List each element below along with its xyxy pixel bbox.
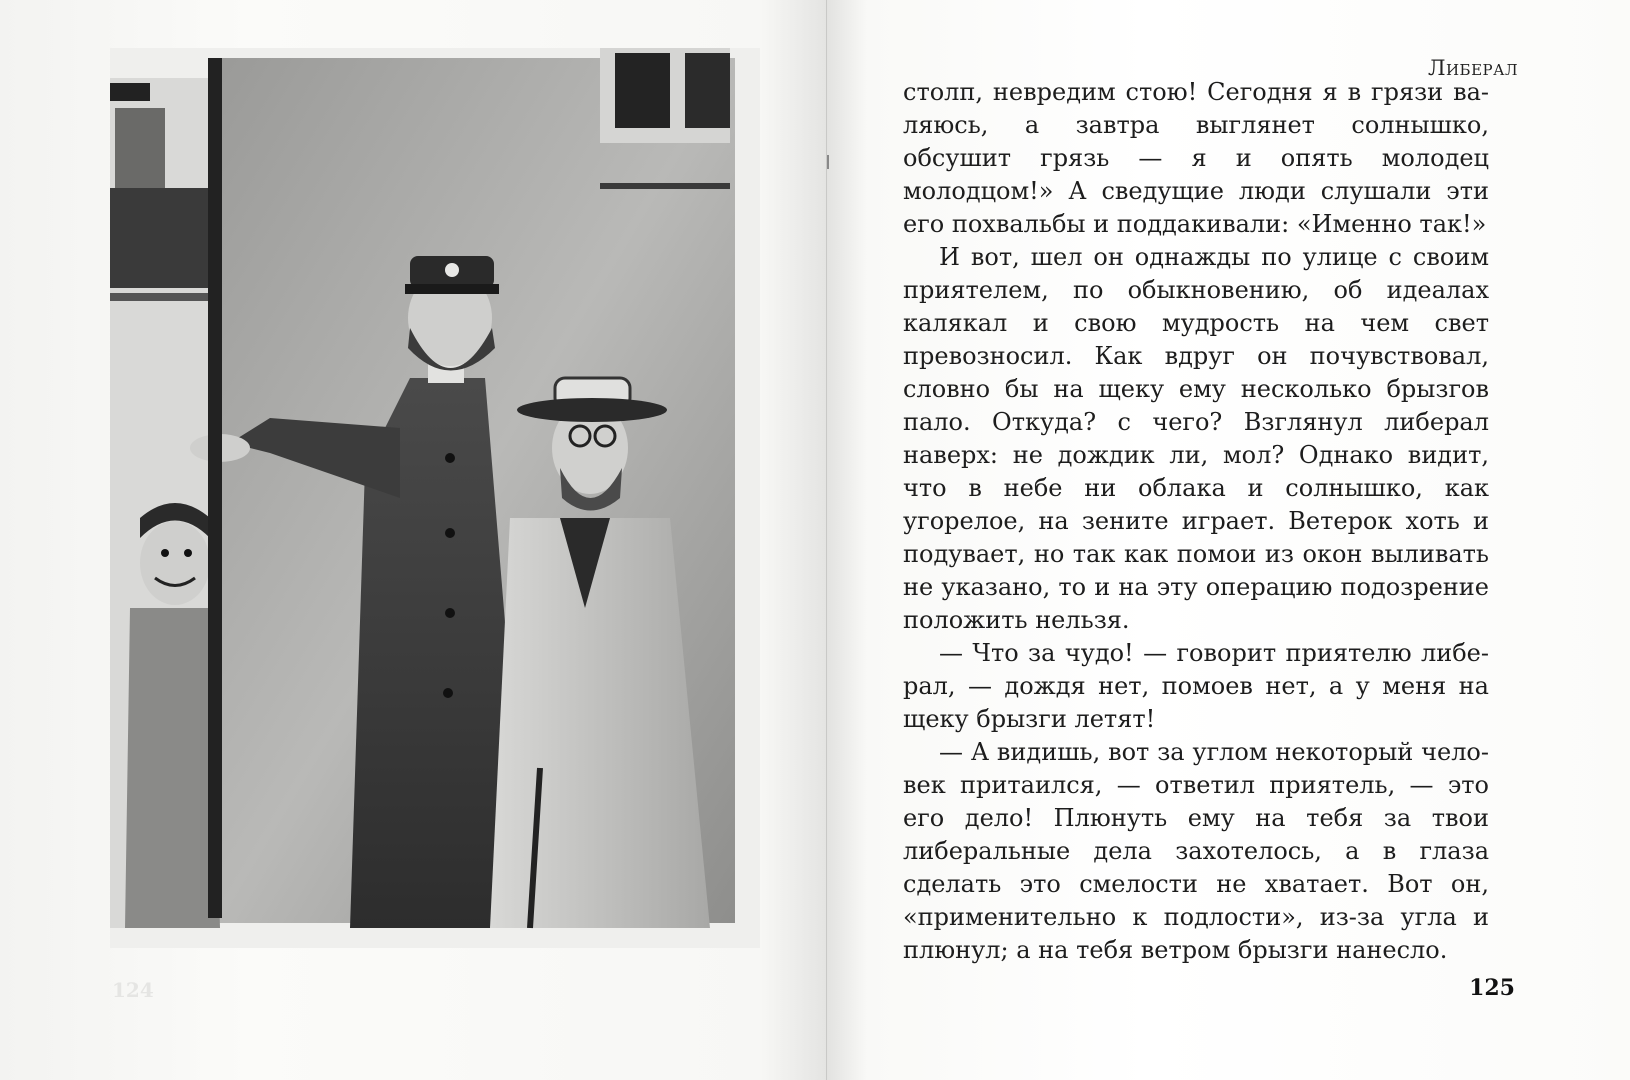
book-illustration-icon — [110, 48, 760, 948]
paragraph: И вот, шел он однажды по улице с своим приятелем, по обыкновению, об идеалах калякал и свою мудрость на чем свет превозносил. Как вдруг он почувствовал, словно бы на щеку ему несколько брызгов пало. Откуда? с чего? Взглянул либерал наверх: не дождик ли, мол? Однако видит, что в небе ни облака и солнышко, как угорелое, на зените играет. Ветерок хоть и подувает, но так как помои из окон выливать не указано, то и на эту операцию подозрение положить нельзя. — [903, 243, 1489, 634]
print-mark — [827, 155, 829, 169]
body-text — [903, 76, 1489, 967]
page-number: 125 — [1469, 975, 1515, 1001]
paragraph: столп, невредим стою! Сегодня я в грязи валяюсь, а завтра выглянет солнышко, обсушит грязь — я и опять молодец молодцом!» А сведущие люди слушали эти его похвальбы и поддакивали: «Именно так!» — [903, 78, 1489, 238]
paragraph: — Что за чудо! — говорит приятелю либерал, — дождя нет, помоев нет, а у меня на щеку брызги летят! — [903, 639, 1489, 733]
paragraph: — А видишь, вот за углом некоторый человек притаился, — ответил приятель, — это его дело! Плюнуть ему на тебя за твои либеральные дела захотелось, а в глаза сделать это смелости не хватает. Вот он, «применительно к подлости», из-за угла и плюнул; а на тебя ветром брызги нанесло. — [903, 738, 1489, 964]
ghost-page-number: 124 — [112, 978, 154, 1002]
running-head: Либерал — [1427, 56, 1518, 80]
